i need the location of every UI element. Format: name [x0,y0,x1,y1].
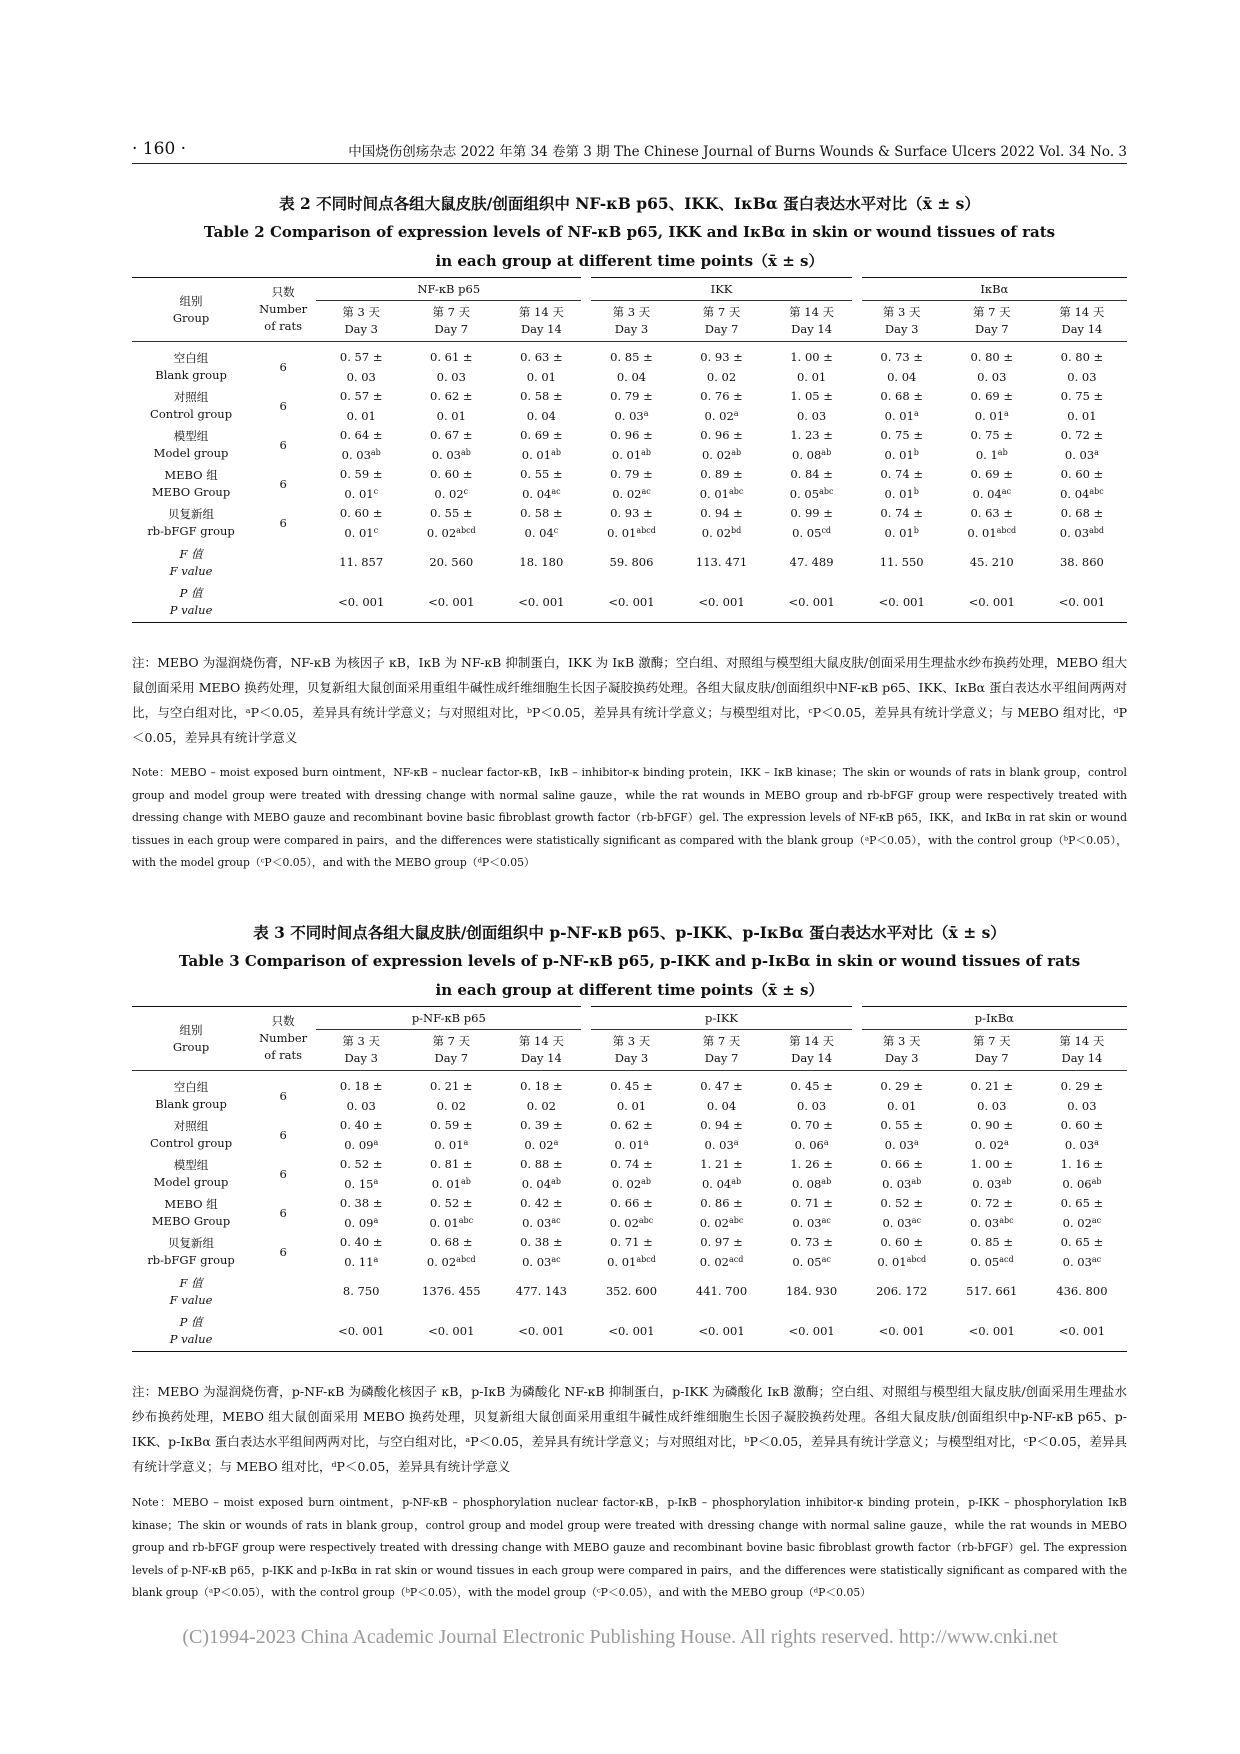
data-cell: 0. 85 ± 0. $05^{acd}$ [969,1234,1014,1269]
f-label: F 值 F value [169,1275,213,1307]
col-number-header: 只数 Number of rats [250,1007,316,1071]
data-cell: 0. 47 ± 0. 04 [700,1078,743,1113]
row-number: 6 [279,398,287,413]
data-cell: 0. 88 ± 0. $04^{ab}$ [520,1156,563,1191]
day-header: 第 3 天 Day 3 [857,1030,947,1071]
table-row [132,1071,1127,1116]
data-cell: 0. 52 ± 0. $01^{abc}$ [429,1195,474,1230]
day-header: 第 3 天 Day 3 [857,301,947,342]
row-group-label: 模型组 Model group [153,1158,229,1189]
table2 [132,277,1127,623]
p-value: <0. 001 [677,1312,767,1352]
table2-caption-zh: 表 2 不同时间点各组大鼠皮肤/创面组织中 NF-κB p65、IKK、IκBα 蛋白表达水平对比（x̄ ± s） [279,194,980,213]
data-cell: 0. 66 ± 0. $03^{ab}$ [880,1156,923,1191]
data-cell: 0. 57 ± 0. 01 [339,388,383,423]
table-row [132,1194,1127,1233]
f-value: 59. 806 [609,555,654,569]
running-header [132,135,1127,164]
day-header: 第 7 天 Day 7 [677,1030,767,1071]
table-row [132,465,1127,504]
data-cell: 0. 84 ± 0. $05^{abc}$ [789,466,834,501]
data-cell: 0. 45 ± 0. 01 [610,1078,653,1113]
data-cell: 0. 81 ± 0. $01^{ab}$ [430,1156,473,1191]
f-value: 436. 800 [1056,1284,1108,1298]
day-header: 第 14 天 Day 14 [1037,1030,1127,1071]
data-cell: 0. 61 ± 0. 03 [430,349,473,384]
row-number: 6 [279,359,287,374]
data-cell: 0. 93 ± 0. $01^{abcd}$ [607,505,656,540]
col-group-header: 组别 Group [132,278,250,342]
table2-caption [132,189,1127,276]
p-value: <0. 001 [586,1312,676,1352]
p-value: <0. 001 [857,1312,947,1352]
row-number: 6 [279,1205,287,1220]
group-header-3: IκBα [857,278,1127,301]
data-cell: 0. 75 ± 0. 01 [1060,388,1104,423]
col-number-header: 只数 Number of rats [250,278,316,342]
data-cell: 0. 69 ± 0. $04^{ac}$ [970,466,1014,501]
data-cell: 0. 21 ± 0. 02 [430,1078,473,1113]
data-cell: 0. 21 ± 0. 03 [970,1078,1014,1113]
f-value: 517. 661 [966,1284,1018,1298]
p-value: <0. 001 [406,583,496,623]
row-group-label: 对照组 Control group [150,1119,233,1150]
data-cell: 0. 66 ± 0. $02^{abc}$ [609,1195,654,1230]
data-cell: 0. 73 ± 0. 04 [880,349,923,384]
table3-note-zh: 注：MEBO 为湿润烧伤膏，p-NF-κB 为磷酸化核因子 κB，p-IκB 为磷酸化 NF-κB 抑制蛋白，p-IKK 为磷酸化 IκB 激酶；空白组、对照组与模型组大鼠皮肤/创面采用生理盐水纱布换药处理，MEBO 组大鼠创面采用 MEBO 换药处理，贝复新组大鼠创面采用重组牛碱性成纤维细胞生长因子凝胶换药处理。各组大鼠皮肤/创面组织中p-NF-κB p65、p-IKK、p-IκBα 蛋白表达水平组间两两对比，与空白组对比，ᵃP＜0.05，差异具有统计学意义；与对照组对比，ᵇP＜0.05，差异具有统计学意义；与模型组对比，ᶜP＜0.05，差异具有统计学意义；与 MEBO 组对比，ᵈP＜0.05，差异具有统计学意义 [132,1384,1127,1474]
data-cell: 0. 89 ± 0. $01^{abc}$ [699,466,744,501]
f-value: 11. 550 [879,555,924,569]
data-cell: 0. 72 ± 0. $03^{abc}$ [969,1195,1014,1230]
table-row [132,1116,1127,1155]
table3-caption [132,918,1127,1005]
p-value: <0. 001 [947,1312,1037,1352]
p-value-row [132,1312,1127,1352]
day-header: 第 7 天 Day 7 [677,301,767,342]
group-header-3: p-IκBα [857,1007,1127,1030]
p-value: <0. 001 [767,583,857,623]
data-cell: 0. 94 ± 0. $02^{bd}$ [700,505,743,540]
data-cell: 0. 64 ± 0. $03^{ab}$ [339,427,383,462]
data-cell: 0. 69 ± 0. 01$^a$ [970,388,1014,423]
row-number: 6 [279,1244,287,1259]
data-cell: 0. 90 ± 0. 02$^a$ [970,1117,1014,1152]
data-cell: 0. 52 ± 0. 15$^a$ [339,1156,383,1191]
data-cell: 0. 38 ± 0. 09$^a$ [339,1195,383,1230]
data-cell: 0. 18 ± 0. 02 [520,1078,563,1113]
data-cell: 0. 65 ± 0. $02^{ac}$ [1060,1195,1104,1230]
data-cell: 0. 58 ± 0. 04 [520,388,563,423]
f-value: 206. 172 [876,1284,928,1298]
table-row [132,504,1127,543]
data-cell: 0. 63 ± 0. $01^{abcd}$ [967,505,1017,540]
data-cell: 0. 52 ± 0. $03^{ac}$ [880,1195,923,1230]
data-cell: 0. 60 ± 0. 02$^c$ [430,466,473,501]
f-value-row [132,1272,1127,1312]
day-header: 第 3 天 Day 3 [586,1030,676,1071]
row-group-label: 空白组 Blank group [155,351,227,383]
f-value: 352. 600 [605,1284,658,1298]
data-cell: 0. 79 ± 0. $02^{ac}$ [610,466,653,501]
f-value: 8. 750 [342,1284,380,1298]
day-header: 第 14 天 Day 14 [767,1030,857,1071]
row-group-label: 贝复新组 rb-bFGF group [147,507,235,538]
data-cell: 1. 00 ± 0. $03^{ab}$ [970,1156,1014,1191]
row-number: 6 [279,437,287,452]
row-number: 6 [279,1127,287,1142]
p-value: <0. 001 [857,583,947,623]
table-row [132,387,1127,426]
data-cell: 0. 86 ± 0. $02^{abc}$ [699,1195,744,1230]
p-value: <0. 001 [316,1312,406,1352]
f-value: 477. 143 [515,1284,567,1298]
data-cell: 0. 57 ± 0. 03 [339,349,383,384]
p-value: <0. 001 [406,1312,496,1352]
p-value: <0. 001 [677,583,767,623]
data-cell: 0. 75 ± 0. 01$^b$ [880,427,923,462]
data-cell: 0. 75 ± 0. $1^{ab}$ [970,427,1014,462]
p-value: <0. 001 [947,583,1037,623]
col-group-header: 组别 Group [132,1007,250,1071]
data-cell: 0. 39 ± 0. 02$^a$ [520,1117,563,1152]
data-cell: 0. 68 ± 0. $03^{abd}$ [1059,505,1105,540]
f-value: 47. 489 [789,555,834,569]
data-cell: 0. 74 ± 0. 01$^b$ [880,466,923,501]
p-value: <0. 001 [1037,1312,1127,1352]
data-cell: 0. 40 ± 0. 09$^a$ [339,1117,383,1152]
data-cell: 0. 96 ± 0. $02^{ab}$ [700,427,743,462]
data-cell: 0. 62 ± 0. 01$^a$ [610,1117,653,1152]
row-number: 6 [279,1166,287,1181]
table2-note-en: Note：MEBO – moist exposed burn ointment，NF-κB – nuclear factor-κB，IκB – inhibitor-κ binding protein，IKK – IκB kinase；The skin or wounds of rats in blank group，control group and model group were treated with dressing change with normal saline gauze，while the rat wounds in MEBO group and rb-bFGF group were respectively treated with dressing change with MEBO gauze and recombinant bovine basic fibroblast growth factor（rb-bFGF）gel. The expression levels of NF-κB p65，IKK，and IκBα in rat skin or wound tissues in each group were compared in pairs，and the differences were statistically significant as compared with the blank group（ᵃP＜0.05），with the control group（ᵇP＜0.05），with the model group（ᶜP＜0.05），and with the MEBO group（ᵈP＜0.05） [132,766,1127,869]
data-cell: 0. 55 ± 0. $04^{ac}$ [520,466,563,501]
day-header: 第 7 天 Day 7 [947,301,1037,342]
data-cell: 0. 80 ± 0. 03 [1060,349,1104,384]
data-cell: 0. 79 ± 0. 03$^a$ [610,388,653,423]
f-value: 18. 180 [519,555,564,569]
data-cell: 0. 55 ± 0. $02^{abcd}$ [426,505,476,540]
table2-caption-en-line1: Table 2 Comparison of expression levels of NF-κB p65, IKK and IκBα in skin or wound tissues of rats [203,223,1056,241]
p-value: <0. 001 [767,1312,857,1352]
day-header: 第 3 天 Day 3 [316,1030,406,1071]
data-cell: 0. 59 ± 0. 01$^a$ [430,1117,473,1152]
table2-caption-en-line2: in each group at different time points（x̄ ± s） [435,252,824,270]
table3-caption-zh: 表 3 不同时间点各组大鼠皮肤/创面组织中 p-NF-κB p65、p-IKK、p-IκBα 蛋白表达水平对比（x̄ ± s） [253,923,1006,942]
data-cell: 1. 23 ± 0. $08^{ab}$ [790,427,833,462]
row-group-label: 对照组 Control group [150,390,233,421]
data-cell: 0. 62 ± 0. 01 [430,388,473,423]
f-value: 1376. 455 [422,1284,481,1298]
f-value: 11. 857 [339,555,384,569]
group-header-2: p-IKK [586,1007,856,1030]
table3-caption-en-line1: Table 3 Comparison of expression levels of p-NF-κB p65, p-IKK and p-IκBα in skin or wound tissues of rats [178,952,1081,970]
data-cell: 1. 26 ± 0. $08^{ab}$ [790,1156,833,1191]
f-value: 441. 700 [695,1284,748,1298]
f-value-row [132,543,1127,583]
f-value: 45. 210 [969,555,1014,569]
data-cell: 0. 63 ± 0. 01 [520,349,563,384]
day-header: 第 7 天 Day 7 [406,1030,496,1071]
p-label: P 值 P value [132,1312,250,1352]
table-row [132,426,1127,465]
data-cell: 0. 74 ± 0. $02^{ab}$ [610,1156,653,1191]
f-value: 38. 860 [1059,555,1104,569]
data-cell: 0. 80 ± 0. 03 [970,349,1014,384]
p-value: <0. 001 [496,583,586,623]
data-cell: 0. 71 ± 0. $03^{ac}$ [790,1195,833,1230]
data-cell: 0. 38 ± 0. $03^{ac}$ [520,1234,563,1269]
data-cell: 0. 99 ± 0. $05^{cd}$ [790,505,833,540]
data-cell: 0. 59 ± 0. 01$^c$ [339,466,383,501]
data-cell: 0. 68 ± 0. $02^{abcd}$ [426,1234,476,1269]
f-label: F 值 F value [169,546,213,578]
data-cell: 0. 18 ± 0. 03 [339,1078,383,1113]
row-number: 6 [279,476,287,491]
row-group-label: 空白组 Blank group [155,1080,227,1112]
day-header: 第 14 天 Day 14 [1037,301,1127,342]
data-cell: 1. 21 ± 0. $04^{ab}$ [700,1156,743,1191]
group-header-2: IKK [586,278,856,301]
day-header: 第 7 天 Day 7 [947,1030,1037,1071]
f-value: 20. 560 [429,555,474,569]
data-cell: 0. 29 ± 0. 03 [1060,1078,1104,1113]
data-cell: 0. 55 ± 0. 03$^a$ [880,1117,923,1152]
data-cell: 1. 16 ± 0. $06^{ab}$ [1060,1156,1104,1191]
p-label: P 值 P value [132,583,250,623]
data-cell: 0. 96 ± 0. $01^{ab}$ [610,427,653,462]
data-cell: 0. 93 ± 0. 02 [700,349,743,384]
table-row [132,1233,1127,1272]
data-cell: 1. 05 ± 0. 03 [790,388,833,423]
data-cell: 0. 67 ± 0. $03^{ab}$ [430,427,473,462]
table-row [132,342,1127,387]
journal-title: 中国烧伤创疡杂志 2022 年第 34 卷第 3 期 The Chinese Journal of Burns Wounds & Surface Ulcers 2022 Vol. 34 No. 3 [348,144,1127,160]
data-cell: 0. 69 ± 0. $01^{ab}$ [520,427,563,462]
table3 [132,1006,1127,1352]
row-group-label: MEBO 组 MEBO Group [151,468,231,499]
page-number: · 160 · [132,139,187,159]
data-cell: 0. 68 ± 0. 01$^a$ [880,388,923,423]
f-value: 113. 471 [695,555,748,569]
data-cell: 0. 65 ± 0. $03^{ac}$ [1060,1234,1104,1269]
row-group-label: MEBO 组 MEBO Group [151,1197,231,1228]
data-cell: 0. 73 ± 0. $05^{ac}$ [790,1234,833,1269]
p-value: <0. 001 [496,1312,586,1352]
row-group-label: 模型组 Model group [153,429,229,460]
day-header: 第 14 天 Day 14 [496,301,586,342]
table2-note-zh: 注：MEBO 为湿润烧伤膏，NF-κB 为核因子 κB，IκB 为 NF-κB 抑制蛋白，IKK 为 IκB 激酶；空白组、对照组与模型组大鼠皮肤/创面采用生理盐水纱布换药处理，MEBO 组大鼠创面采用 MEBO 换药处理，贝复新组大鼠创面采用重组牛碱性成纤维细胞生长因子凝胶换药处理。各组大鼠皮肤/创面组织中NF-κB p65、IKK、IκBα 蛋白表达水平组间两两对比，与空白组对比，ᵃP＜0.05，差异具有统计学意义；与对照组对比，ᵇP＜0.05，差异具有统计学意义；与模型组对比，ᶜP＜0.05，差异具有统计学意义；与 MEBO 组对比，ᵈP＜0.05，差异具有统计学意义 [132,655,1127,745]
data-cell: 0. 29 ± 0. 01 [880,1078,923,1113]
row-number: 6 [279,515,287,530]
data-cell: 0. 60 ± 0. $01^{abcd}$ [877,1234,927,1269]
p-value-row [132,583,1127,623]
data-cell: 0. 71 ± 0. $01^{abcd}$ [607,1234,656,1269]
day-header: 第 7 天 Day 7 [406,301,496,342]
group-header-1: p-NF-κB p65 [316,1007,586,1030]
f-value: 184. 930 [786,1284,838,1298]
data-cell: 0. 60 ± 0. 01$^c$ [339,505,383,540]
row-number: 6 [279,1088,287,1103]
p-value: <0. 001 [586,583,676,623]
data-cell: 0. 40 ± 0. 11$^a$ [339,1234,383,1269]
data-cell: 0. 74 ± 0. 01$^b$ [880,505,923,540]
row-group-label: 贝复新组 rb-bFGF group [147,1236,235,1267]
day-header: 第 14 天 Day 14 [496,1030,586,1071]
table3-note-en: Note：MEBO – moist exposed burn ointment，p-NF-κB – phosphorylation nuclear factor-κB，p-IκB – phosphorylation inhibitor-κ binding protein，p-IKK – phosphorylation IκB kinase；The skin or wounds of rats in blank group，control group and model group were treated with dressing change with normal saline gauze，while the rat wounds in MEBO group and rb-bFGF group were respectively treated with dressing change with MEBO gauze and recombinant bovine basic fibroblast growth factor（rb-bFGF）gel. The expression levels of p-NF-κB p65，p-IKK and p-IκBα in rat skin or wound tissues in each group were compared in pairs，and the differences were statistically significant as compared with the blank group（ᵃP＜0.05），with the control group（ᵇP＜0.05），with the model group（ᶜP＜0.05），and with the MEBO group（ᵈP＜0.05） [132,1496,1127,1599]
table-row [132,1155,1127,1194]
copyright-footer: (C)1994-2023 China Academic Journal Electronic Publishing House. All rights reserved. http://www.cnki.net [182,1626,1058,1648]
day-header: 第 14 天 Day 14 [767,301,857,342]
data-cell: 0. 60 ± 0. 03$^a$ [1060,1117,1104,1152]
data-cell: 0. 76 ± 0. 02$^a$ [700,388,743,423]
data-cell: 0. 70 ± 0. 06$^a$ [790,1117,833,1152]
data-cell: 0. 85 ± 0. 04 [610,349,653,384]
table3-caption-en-line2: in each group at different time points（x̄ ± s） [435,981,824,999]
day-header: 第 3 天 Day 3 [586,301,676,342]
data-cell: 0. 72 ± 0. 03$^a$ [1060,427,1104,462]
p-value: <0. 001 [1037,583,1127,623]
data-cell: 1. 00 ± 0. 01 [790,349,833,384]
p-value: <0. 001 [316,583,406,623]
data-cell: 0. 42 ± 0. $03^{ac}$ [520,1195,563,1230]
group-header-1: NF-κB p65 [316,278,586,301]
data-cell: 0. 97 ± 0. $02^{acd}$ [699,1234,744,1269]
data-cell: 0. 58 ± 0. 04$^c$ [520,505,563,540]
day-header: 第 3 天 Day 3 [316,301,406,342]
data-cell: 0. 45 ± 0. 03 [790,1078,833,1113]
data-cell: 0. 60 ± 0. $04^{abc}$ [1060,466,1104,501]
data-cell: 0. 94 ± 0. 03$^a$ [700,1117,743,1152]
